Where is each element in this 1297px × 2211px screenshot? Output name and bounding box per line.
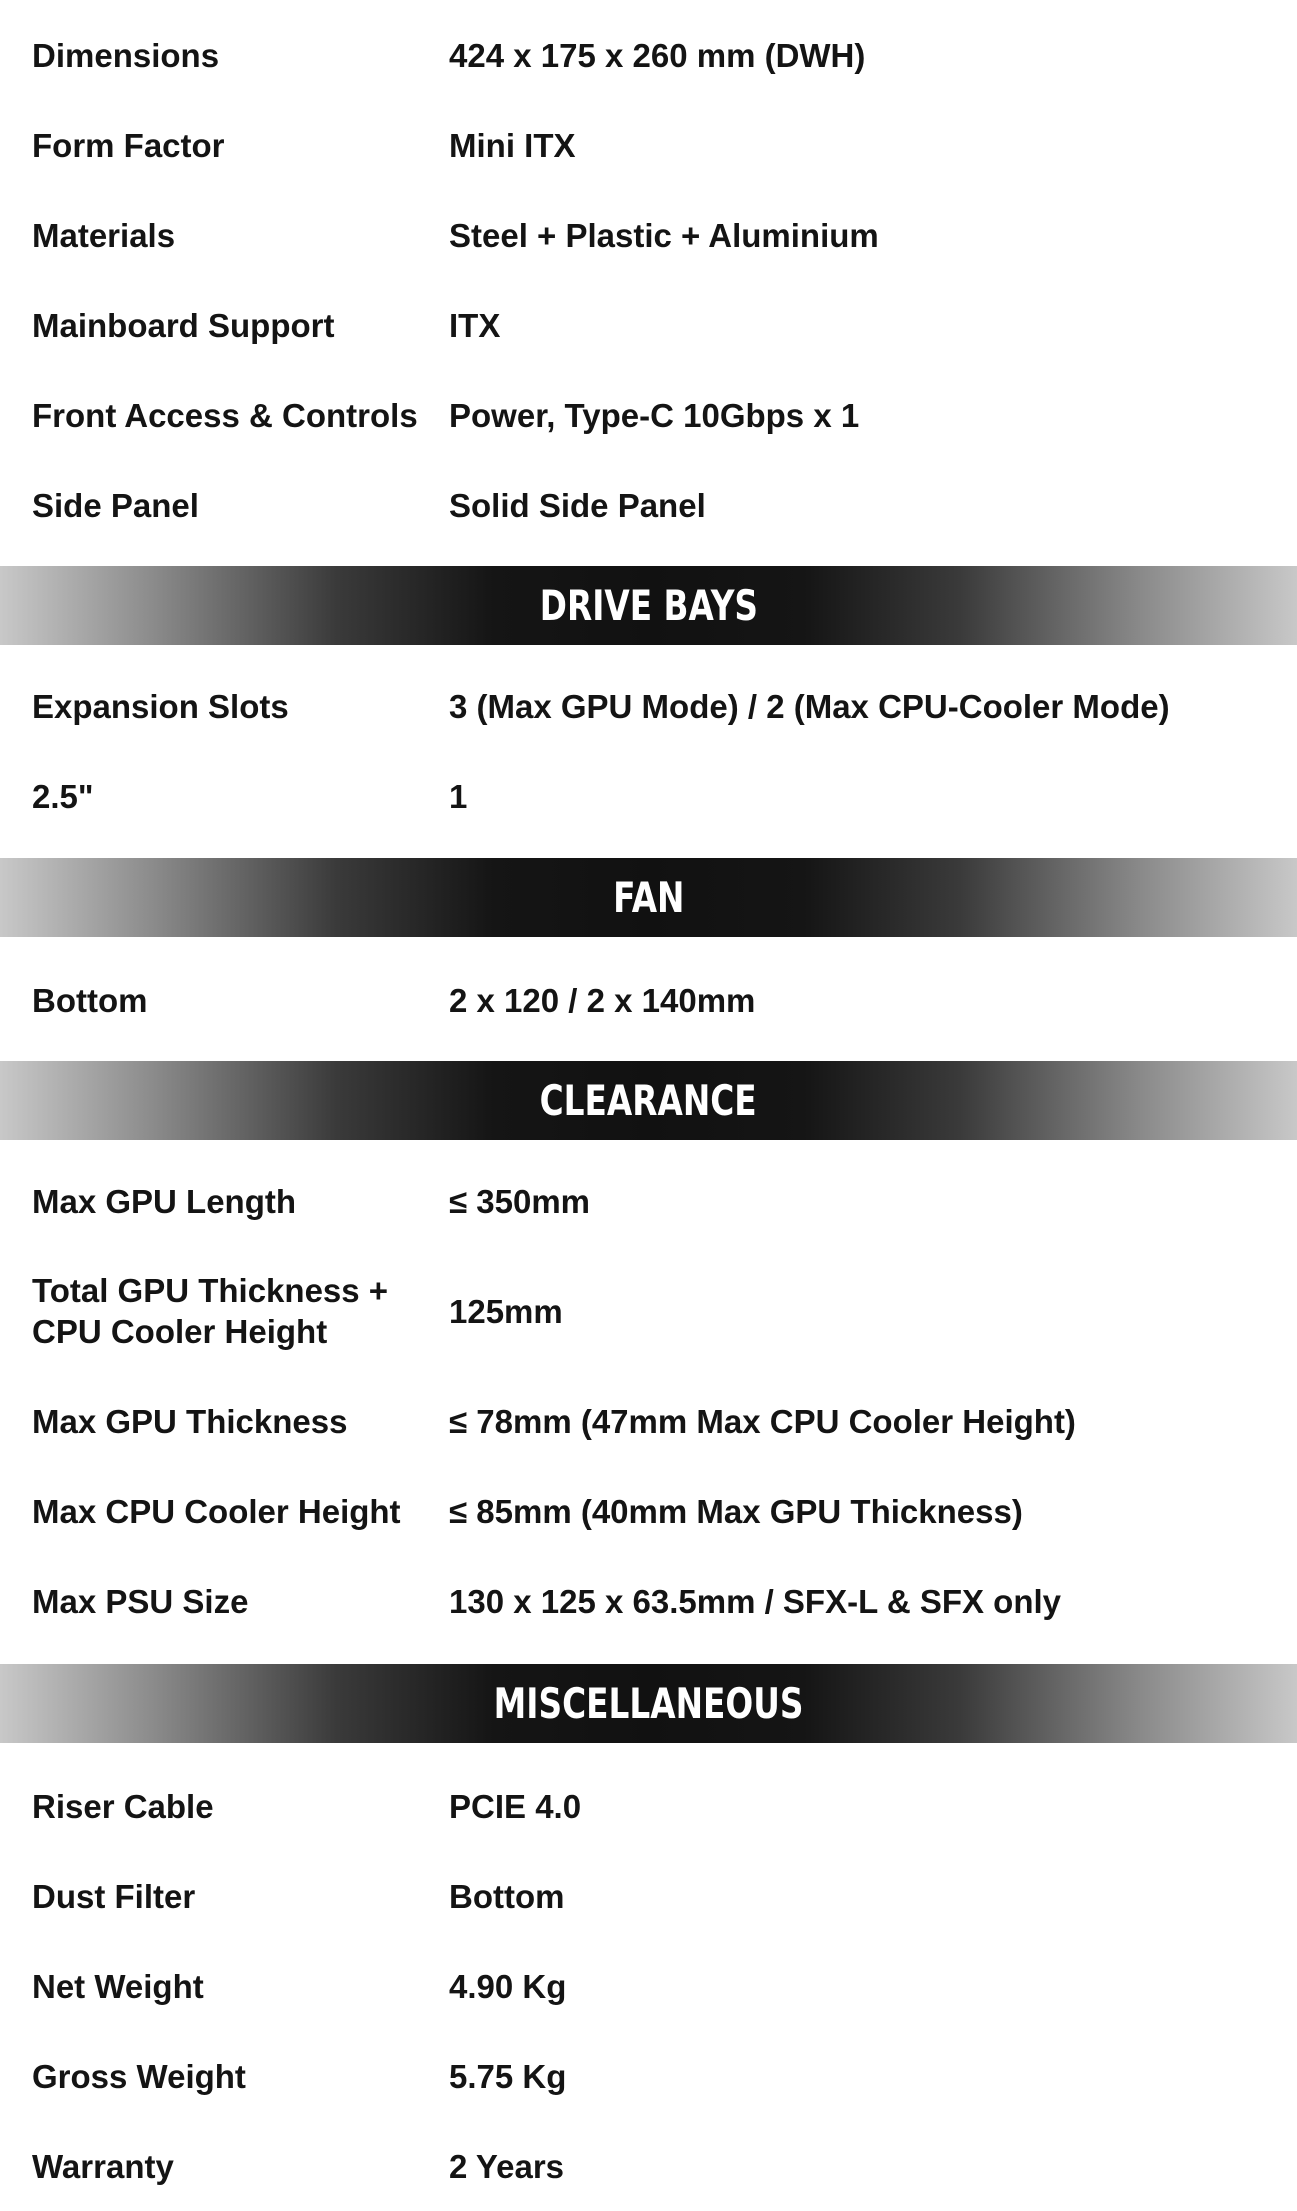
spec-value: 3 (Max GPU Mode) / 2 (Max CPU-Cooler Mode) bbox=[449, 687, 1170, 725]
spec-row-side-panel bbox=[0, 460, 1297, 550]
spec-label: Side Panel bbox=[32, 486, 199, 524]
spec-row-dimensions bbox=[0, 10, 1297, 100]
section-header-drive-bays bbox=[0, 566, 1297, 645]
spec-label bbox=[32, 1270, 449, 1352]
spec-label: Riser Cable bbox=[32, 1787, 214, 1825]
spec-label: Max PSU Size bbox=[32, 1582, 249, 1620]
section-header-fan bbox=[0, 858, 1297, 937]
spec-row-mainboard-support bbox=[0, 280, 1297, 370]
spec-label: Front Access & Controls bbox=[32, 396, 418, 434]
spec-label-line: CPU Cooler Height bbox=[32, 1313, 328, 1350]
clearance-specs bbox=[0, 1140, 1297, 1664]
section-title: CLEARANCE bbox=[539, 1076, 758, 1125]
spec-value: ≤ 78mm (47mm Max CPU Cooler Height) bbox=[449, 1402, 1076, 1440]
spec-label: Net Weight bbox=[32, 1967, 204, 2005]
spec-label: Warranty bbox=[32, 2147, 174, 2185]
spec-value: 424 x 175 x 260 mm (DWH) bbox=[449, 36, 866, 74]
spec-row-bottom-fan bbox=[0, 955, 1297, 1045]
spec-value: 5.75 Kg bbox=[449, 2057, 567, 2095]
spec-label: Gross Weight bbox=[32, 2057, 246, 2095]
spec-label: 2.5" bbox=[32, 777, 94, 815]
spec-value: ≤ 85mm (40mm Max GPU Thickness) bbox=[449, 1492, 1023, 1530]
general-specs bbox=[0, 0, 1297, 566]
spec-value: PCIE 4.0 bbox=[449, 1787, 582, 1825]
spec-label: Materials bbox=[32, 216, 176, 254]
spec-label-line: Total GPU Thickness + bbox=[32, 1272, 389, 1309]
spec-row-max-cpu-cooler-height bbox=[0, 1466, 1297, 1556]
spec-row-riser-cable bbox=[0, 1761, 1297, 1851]
spec-value: Mini ITX bbox=[449, 126, 576, 164]
spec-row-materials bbox=[0, 190, 1297, 280]
spec-row-form-factor bbox=[0, 100, 1297, 190]
spec-value: 1 bbox=[449, 777, 468, 815]
drive-bays-specs bbox=[0, 645, 1297, 858]
spec-label: Max GPU Thickness bbox=[32, 1402, 348, 1440]
spec-value: ≤ 350mm bbox=[449, 1182, 591, 1220]
spec-label: Max CPU Cooler Height bbox=[32, 1492, 401, 1530]
spec-value: 2 x 120 / 2 x 140mm bbox=[449, 981, 756, 1019]
spec-row-expansion-slots bbox=[0, 661, 1297, 751]
section-header-miscellaneous bbox=[0, 1664, 1297, 1743]
spec-label: Max GPU Length bbox=[32, 1182, 297, 1220]
section-title: FAN bbox=[612, 873, 685, 922]
section-header-clearance bbox=[0, 1061, 1297, 1140]
section-title: DRIVE BAYS bbox=[539, 581, 758, 630]
spec-value: 2 Years bbox=[449, 2147, 565, 2185]
spec-value: Steel + Plastic + Aluminium bbox=[449, 216, 879, 254]
spec-label: Mainboard Support bbox=[32, 306, 335, 344]
fan-specs bbox=[0, 937, 1297, 1061]
spec-row-net-weight bbox=[0, 1941, 1297, 2031]
spec-label: Dimensions bbox=[32, 36, 220, 74]
miscellaneous-specs bbox=[0, 1743, 1297, 2211]
spec-row-warranty bbox=[0, 2121, 1297, 2211]
spec-value: ITX bbox=[449, 306, 501, 344]
spec-label: Form Factor bbox=[32, 126, 225, 164]
spec-row-front-access bbox=[0, 370, 1297, 460]
spec-value: Power, Type-C 10Gbps x 1 bbox=[449, 396, 860, 434]
spec-row-max-gpu-length bbox=[0, 1156, 1297, 1246]
spec-label: Dust Filter bbox=[32, 1877, 196, 1915]
spec-label: Bottom bbox=[32, 981, 148, 1019]
spec-value: Solid Side Panel bbox=[449, 486, 706, 524]
spec-value: Bottom bbox=[449, 1877, 565, 1915]
spec-row-2-5-inch bbox=[0, 751, 1297, 841]
spec-row-max-psu-size bbox=[0, 1556, 1297, 1646]
spec-row-max-gpu-thickness bbox=[0, 1376, 1297, 1466]
spec-value: 125mm bbox=[449, 1292, 563, 1330]
spec-label: Expansion Slots bbox=[32, 687, 289, 725]
spec-row-dust-filter bbox=[0, 1851, 1297, 1941]
spec-row-gross-weight bbox=[0, 2031, 1297, 2121]
spec-row-total-gpu-thickness bbox=[0, 1246, 1297, 1376]
section-title: MISCELLANEOUS bbox=[493, 1679, 804, 1728]
spec-value: 4.90 Kg bbox=[449, 1967, 567, 2005]
spec-value: 130 x 125 x 63.5mm / SFX-L & SFX only bbox=[449, 1582, 1061, 1620]
